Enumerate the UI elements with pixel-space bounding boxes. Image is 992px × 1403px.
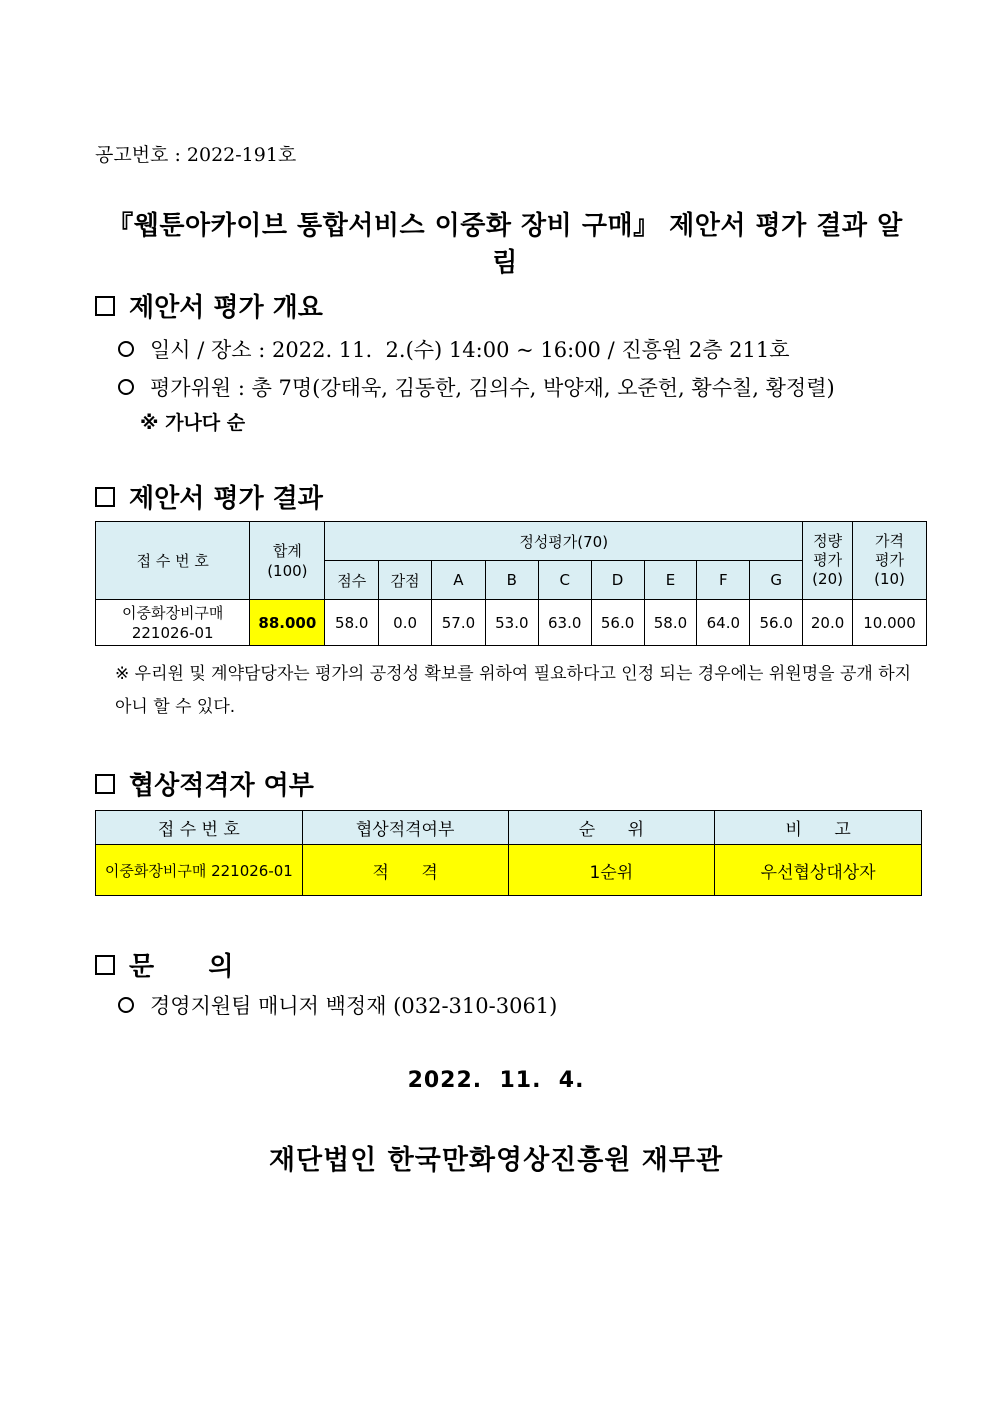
cell-a: 57.0 (432, 600, 486, 646)
organization-name: 재단법인 한국만화영상진흥원 재무관 (268, 1145, 724, 1176)
section-overview-heading (95, 287, 323, 324)
circle-bullet-icon (118, 997, 134, 1013)
section-inquiry-label: 문 의 (129, 952, 234, 982)
cell-receipt: 이중화장비구매 221026-01 (96, 600, 250, 646)
subheader-f: F (697, 561, 750, 600)
checkbox-square-icon (95, 296, 115, 316)
cell-e: 58.0 (644, 600, 697, 646)
section-results-heading (95, 478, 323, 515)
section-inquiry-heading (95, 946, 234, 983)
overview-bullet-committee (118, 372, 835, 402)
disclaimer-note: ※ 우리원 및 계약담당자는 평가의 공정성 확보를 위하여 필요하다고 인정 되는 경우에는 위원명을 공개 하지 아니 할 수 있다. (115, 664, 912, 717)
header-rank: 순 위 (508, 811, 715, 845)
inquiry-contact-text: 경영지원팀 매니저 백정재 (032-310-3061) (150, 994, 558, 1018)
cell-score: 58.0 (325, 600, 379, 646)
overview-bullet-schedule (118, 334, 790, 364)
subheader-c: C (538, 561, 591, 600)
cell-b: 53.0 (485, 600, 538, 646)
section-eligibility-heading (95, 765, 314, 802)
subheader-deduction: 감점 (379, 561, 432, 600)
cell-rank: 1순위 (508, 845, 715, 896)
header-remarks: 비 고 (715, 811, 922, 845)
cell-eligibility: 적 격 (302, 845, 508, 896)
subheader-b: B (485, 561, 538, 600)
table-row (96, 600, 927, 646)
cell-receipt: 이중화장비구매 221026-01 (96, 845, 303, 896)
cell-d: 56.0 (591, 600, 644, 646)
checkbox-square-icon (95, 955, 115, 975)
subheader-e: E (644, 561, 697, 600)
header-eligibility: 협상적격여부 (302, 811, 508, 845)
checkbox-square-icon (95, 774, 115, 794)
evaluation-result-table (95, 521, 927, 646)
header-quantitative: 정량 평가 (20) (803, 522, 853, 600)
header-total: 합계 (100) (250, 522, 325, 600)
overview-bullet-committee-text: 평가위원 : 총 7명(강태욱, 김동한, 김의수, 박양재, 오준헌, 황수칠, 황정렬) (150, 376, 835, 400)
subheader-d: D (591, 561, 644, 600)
cell-total: 88.000 (250, 600, 325, 646)
table-row (96, 845, 922, 896)
section-eligibility-label: 협상적격자 여부 (129, 771, 314, 801)
cell-quantitative: 20.0 (803, 600, 853, 646)
order-note: ※ 가나다 순 (140, 412, 246, 434)
header-receipt-number: 접 수 번 호 (96, 522, 250, 600)
cell-price: 10.000 (853, 600, 927, 646)
section-overview-label: 제안서 평가 개요 (129, 293, 323, 323)
cell-remarks: 우선협상대상자 (715, 845, 922, 896)
cell-deduction: 0.0 (379, 600, 432, 646)
cell-f: 64.0 (697, 600, 750, 646)
document-date: 2022. 11. 4. (407, 1068, 585, 1093)
document-title: 『웹툰아카이브 통합서비스 이중화 장비 구매』 제안서 평가 결과 알림 (107, 211, 903, 278)
overview-bullet-schedule-text: 일시 / 장소 : 2022. 11. 2.(수) 14:00 ~ 16:00 / 진흥원 2층 211호 (150, 338, 790, 362)
header-qualitative: 정성평가(70) (325, 522, 803, 561)
circle-bullet-icon (118, 341, 134, 357)
subheader-g: G (750, 561, 803, 600)
subheader-score: 점수 (325, 561, 379, 600)
cell-g: 56.0 (750, 600, 803, 646)
header-price: 가격 평가 (10) (853, 522, 927, 600)
section-results-label: 제안서 평가 결과 (129, 484, 323, 514)
inquiry-contact (118, 990, 557, 1020)
cell-c: 63.0 (538, 600, 591, 646)
checkbox-square-icon (95, 487, 115, 507)
circle-bullet-icon (118, 379, 134, 395)
header-receipt-number: 접 수 번 호 (96, 811, 303, 845)
eligibility-table (95, 810, 922, 896)
notice-number: 공고번호 : 2022-191호 (95, 144, 297, 166)
subheader-a: A (432, 561, 486, 600)
